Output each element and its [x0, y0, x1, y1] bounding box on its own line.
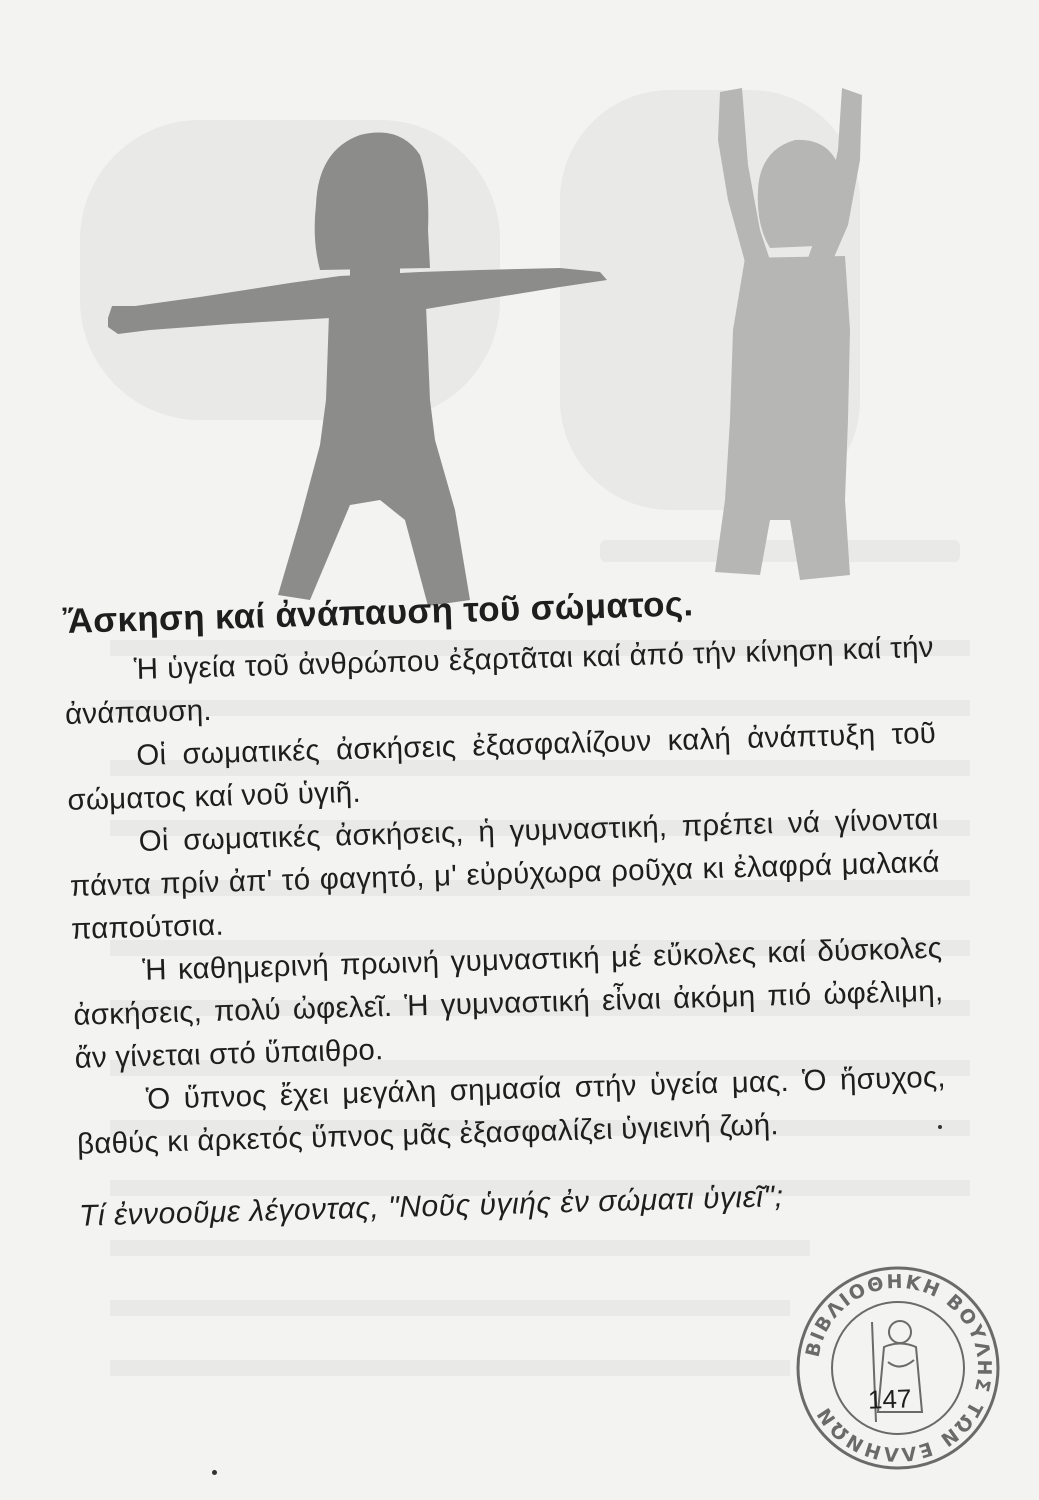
paragraph-3	[68, 798, 941, 951]
svg-text:ΒΙΒΛΙΟΘΗΚΗ ΒΟΥΛΗΣ ΤΩΝ ΕΛΛΗΝΩΝ	[802, 1271, 995, 1466]
review-question: Τί ἐννοοῦμε λέγοντας, "Νοῦς ὑγιής ἐν σώματι ὑγιεῖ";	[78, 1180, 784, 1233]
text-block	[62, 578, 950, 1264]
paragraph-2-text: Οἱ σωματικές ἀσκήσεις ἐξασφαλίζουν καλή ἀνάπτυξη τοῦ σώματος καί νοῦ ὑγιῆ.	[67, 716, 937, 817]
paragraph-3-text: Οἱ σωματικές ἀσκήσεις, ἡ γυμναστική, πρέπει νά γίνονται πάντα πρίν ἀπ' τό φαγητό, μ' εὐρύχωρα ροῦχα κι ἐλαφρά μαλακά παπούτσια.	[69, 802, 941, 946]
section-heading: Ἄσκηση καί ἀνάπαυση τοῦ σώματος.	[62, 584, 694, 641]
paragraph-5-text: Ὁ ὕπνος ἔχει μεγάλη σημασία στήν ὑγεία μας. Ὁ ἥσυχος, βαθύς κι ἀρκετός ὕπνος μᾶς ἐξασφαλίζει ὑγιεινή ζωή.	[76, 1060, 947, 1161]
page-number: 147	[867, 1383, 912, 1415]
ink-speck	[938, 1125, 942, 1129]
figure-arms-out-silhouette	[108, 133, 607, 607]
figure-arms-raised-silhouette	[715, 88, 862, 580]
stamp-text: ΒΙΒΛΙΟΘΗΚΗ ΒΟΥΛΗΣ ΤΩΝ ΕΛΛΗΝΩΝ	[801, 1270, 996, 1466]
exercise-illustration	[0, 0, 1039, 620]
paragraph-1-text: Ἡ ὑγεία τοῦ ἀνθρώπου ἐξαρτᾶται καί ἀπό τήν κίνηση καί τήν ἀνάπαυση.	[64, 630, 935, 731]
paragraph-4	[72, 927, 945, 1080]
library-stamp	[792, 1262, 1004, 1474]
paragraph-4-text: Ἡ καθημερινή πρωινή γυμναστική μέ εὔκολες καί δύσκολες ἀσκήσεις, πολύ ὠφελεῖ. Ἡ γυμναστική εἶναι ἀκόμη πιό ὠφέλιμη, ἄν γίνεται στό ὕπαιθρο.	[73, 931, 944, 1075]
ink-speck	[212, 1470, 217, 1475]
